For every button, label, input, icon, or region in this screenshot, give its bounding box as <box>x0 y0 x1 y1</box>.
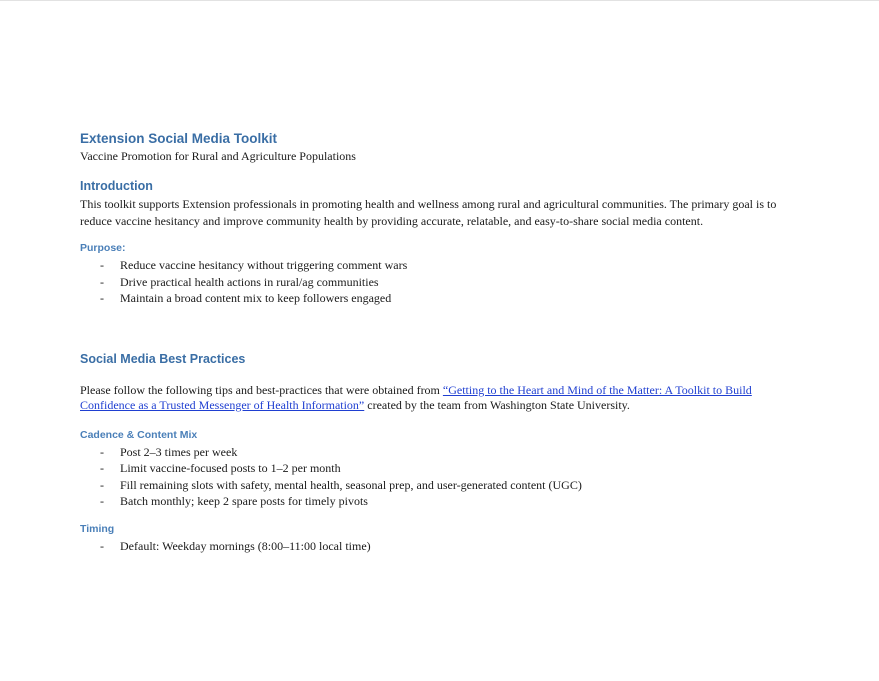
document-page <box>80 130 792 554</box>
best-practices-intro-before: Please follow the following tips and best-practices that were obtained from <box>80 382 443 397</box>
list-item: - Reduce vaccine hesitancy without triggering comment wars <box>80 257 792 274</box>
best-practices-intro <box>80 383 792 413</box>
purpose-list <box>80 257 792 307</box>
best-practices-heading: Social Media Best Practices <box>80 351 246 366</box>
document-title: Extension Social Media Toolkit <box>80 131 278 146</box>
list-item: - Drive practical health actions in rural/ag communities <box>80 274 792 291</box>
list-item: - Maintain a broad content mix to keep followers engaged <box>80 290 792 307</box>
document-subtitle: Vaccine Promotion for Rural and Agriculture Populations <box>80 149 356 163</box>
cadence-list <box>80 444 792 510</box>
timing-heading: Timing <box>80 522 115 535</box>
list-item: - Batch monthly; keep 2 spare posts for timely pivots <box>80 493 792 510</box>
timing-list <box>80 538 792 555</box>
list-item: - Fill remaining slots with safety, mental health, seasonal prep, and user-generated content (UGC) <box>80 477 792 494</box>
list-item: - Post 2–3 times per week <box>80 444 792 461</box>
introduction-body: This toolkit supports Extension professionals in promoting health and wellness among rural and agricultural communities. The primary goal is to reduce vaccine hesitancy and improve community health by providing accurate, relatable, and easy-to-share social media content. <box>80 197 777 228</box>
toolkit-source-link[interactable]: “Getting to the Heart and Mind of the Matter: A Toolkit to Build Confidence as a Trusted Messenger of Health Information” <box>80 382 752 412</box>
list-item: - Limit vaccine-focused posts to 1–2 per month <box>80 460 792 477</box>
list-item: - Default: Weekday mornings (8:00–11:00 local time) <box>80 538 792 555</box>
introduction-heading: Introduction <box>80 179 153 193</box>
cadence-heading: Cadence & Content Mix <box>80 428 198 441</box>
best-practices-intro-after: created by the team from Washington State University. <box>364 397 630 412</box>
purpose-heading: Purpose: <box>80 242 126 254</box>
